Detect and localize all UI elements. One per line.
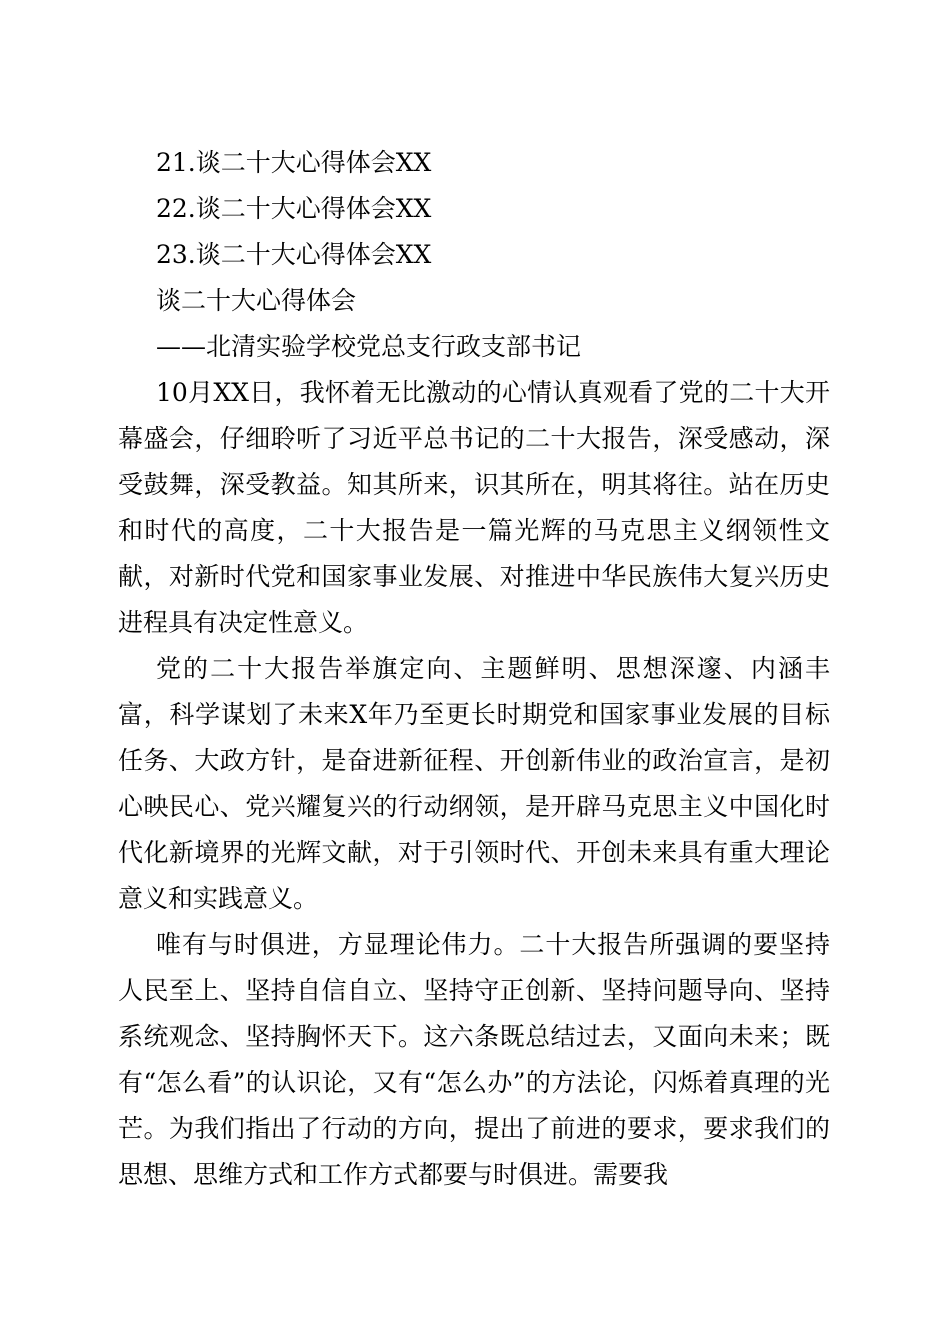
toc-item-22: 22.谈二十大心得体会XX xyxy=(156,194,432,223)
paragraph-2: 党的二十大报告举旗定向、主题鲜明、思想深邃、内涵丰富，科学谋划了未来X年乃至更长时期党和国家事业发展的目标任务、大政方针，是奋进新征程、开创新伟业的政治宣言，是初心映民心、党兴耀复兴的行动纲领，是开辟马克思主义中国化时代化新境界的光辉文献，对于引领时代、开创未来具有重大理论意义和实践意义。 xyxy=(118,654,830,913)
paragraph-3: 唯有与时俱进，方显理论伟力。二十大报告所强调的要坚持人民至上、坚持自信自立、坚持守正创新、坚持问题导向、坚持系统观念、坚持胸怀天下。这六条既总结过去，又面向未来；既有“怎么看”的认识论，又有“怎么办”的方法论，闪烁着真理的光芒。为我们指出了行动的方向，提出了前进的要求，要求我们的思想、思维方式和工作方式都要与时俱进。需要我 xyxy=(118,930,830,1189)
article-byline: ——北清实验学校党总支行政支部书记 xyxy=(156,332,582,361)
paragraph-1: 10月XX日，我怀着无比激动的心情认真观看了党的二十大开幕盛会，仔细聆听了习近平总书记的二十大报告，深受感动，深受鼓舞，深受教益。知其所来，识其所在，明其将往。站在历史和时代的高度，二十大报告是一篇光辉的马克思主义纲领性文献，对新时代党和国家事业发展、对推进中华民族伟大复兴历史进程具有决定性意义。 xyxy=(118,378,830,637)
toc-item-23: 23.谈二十大心得体会XX xyxy=(156,240,432,269)
article-title: 谈二十大心得体会 xyxy=(156,286,357,315)
toc-item-21: 21.谈二十大心得体会XX xyxy=(156,148,432,177)
document-body xyxy=(118,140,830,1198)
